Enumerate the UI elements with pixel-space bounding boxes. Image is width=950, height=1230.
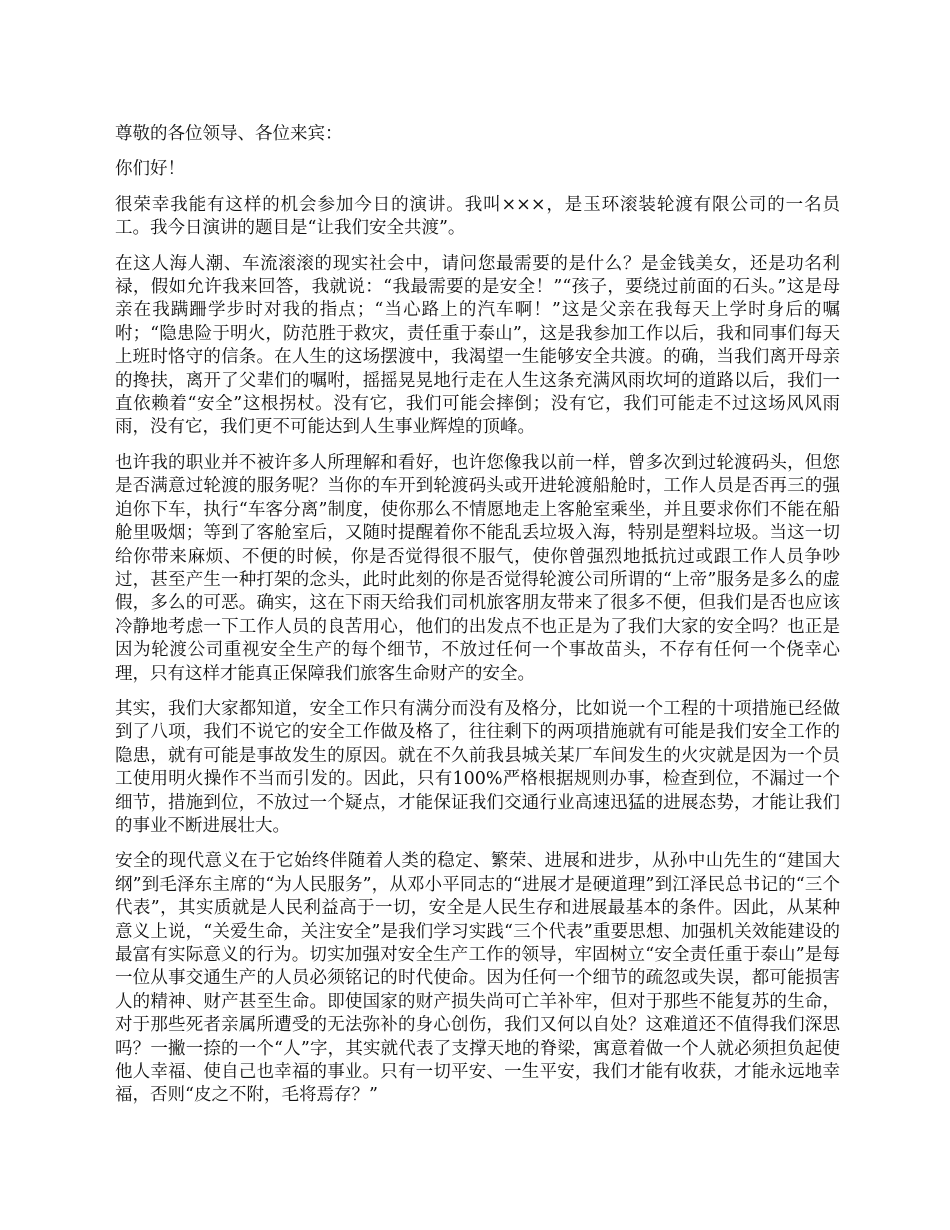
greeting: 你们好！ [115, 159, 185, 180]
salutation: 尊敬的各位领导、各位来宾： [115, 124, 343, 144]
paragraph-full-marks: 其实，我们大家都知道，安全工作只有满分而没有及格分，比如说一个工程的十项措施已经做到了八项，我们不说它的安全工作做及格了，往往剩下的两项措施就有可能是我们安全工作的隐患，就有可能是事故发生的原因。就在不久前我县城关某厂车间发生的火灾就是因为一个员工使用明火操作不当而引发的。因此，只有100%严格根据规则办事，检查到位，不漏过一个细节，措施到位，不放过一个疑点，才能保证我们交通行业高速迅猛的进展态势，才能让我们的事业不断进展壮大。 [115, 698, 840, 836]
document-body [115, 123, 840, 1120]
paragraph-need-for-safety: 在这人海人潮、车流滚滚的现实社会中，请问您最需要的是什么？是金钱美女，还是功名利禄，假如允许我来回答，我就说：“我最需要的是安全！”“孩子，要绕过前面的石头。”这是母亲在我蹒跚学步时对我的指点；“当心路上的汽车啊！”这是父亲在我每天上学时身后的嘱咐；“隐患险于明火，防范胜于救灾，责任重于泰山”，这是我参加工作以后，我和同事们每天上班时恪守的信条。在人生的这场摆渡中，我渴望一生能够安全共渡。的确，当我们离开母亲的搀扶，离开了父辈们的嘱咐，摇摇晃晃地行走在人生这条充满风雨坎坷的道路以后，我们一直依赖着“安全”这根拐杖。没有它，我们可能会摔倒；没有它，我们可能走不过这场风风雨雨，没有它，我们更不可能达到人生事业辉煌的顶峰。 [115, 253, 840, 438]
paragraph-introduction: 很荣幸我能有这样的机会参加今日的演讲。我叫×××，是玉环滚装轮渡有限公司的一名员工。我今日演讲的题目是“让我们安全共渡”。 [115, 194, 840, 239]
paragraph-ferry-service: 也许我的职业并不被许多人所理解和看好，也许您像我以前一样，曾多次到过轮渡码头，但您是否满意过轮渡的服务呢？当你的车开到轮渡码头或开进轮渡船舱时，工作人员是否再三的强迫你下车，执行“车客分离”制度，使你那么不情愿地走上客舱室乘坐，并且要求你们不能在船舱里吸烟；等到了客舱室后，又随时提醒着你不能乱丢垃圾入海，特别是塑料垃圾。当这一切给你带来麻烦、不便的时候，你是否觉得很不服气，使你曾强烈地抵抗过或跟工作人员争吵过，甚至产生一种打架的念头，此时此刻的你是否觉得轮渡公司所谓的“上帝”服务是多么的虚假，多么的可恶。确实，这在下雨天给我们司机旅客朋友带来了很多不便，但我们是否也应该冷静地考虑一下工作人员的良苦用心，他们的出发点不也正是为了我们大家的安全吗？也正是因为轮渡公司重视安全生产的每个细节，不放过任何一个事故苗头，不存有任何一个侥幸心理，只有这样才能真正保障我们旅客生命财产的安全。 [115, 452, 840, 684]
paragraph-modern-meaning: 安全的现代意义在于它始终伴随着人类的稳定、繁荣、进展和进步，从孙中山先生的“建国大纲”到毛泽东主席的“为人民服务”，从邓小平同志的“进展才是硬道理”到江泽民总书记的“三个代表”，其实质就是人民利益高于一切，安全是人民生存和进展最基本的条件。因此，从某种意义上说，“关爱生命，关注安全”是我们学习实践“三个代表”重要思想、加强机关效能建设的最富有实际意义的行为。切实加强对安全生产工作的领导，牢固树立“安全责任重于泰山”是每一位从事交通生产的人员必须铭记的时代使命。因为任何一个细节的疏忽或失误，都可能损害人的精神、财产甚至生命。即使国家的财产损失尚可亡羊补牢，但对于那些不能复苏的生命，对于那些死者亲属所遭受的无法弥补的身心创伤，我们又何以自处？这难道还不值得我们深思吗？一撇一捺的一个“人”字，其实就代表了支撑天地的脊梁，寓意着做一个人就必须担负起使他人幸福、使自己也幸福的事业。只有一切平安、一生平安，我们才能有收获，才能永远地幸福，否则“皮之不附，毛将焉存？” [115, 851, 840, 1106]
